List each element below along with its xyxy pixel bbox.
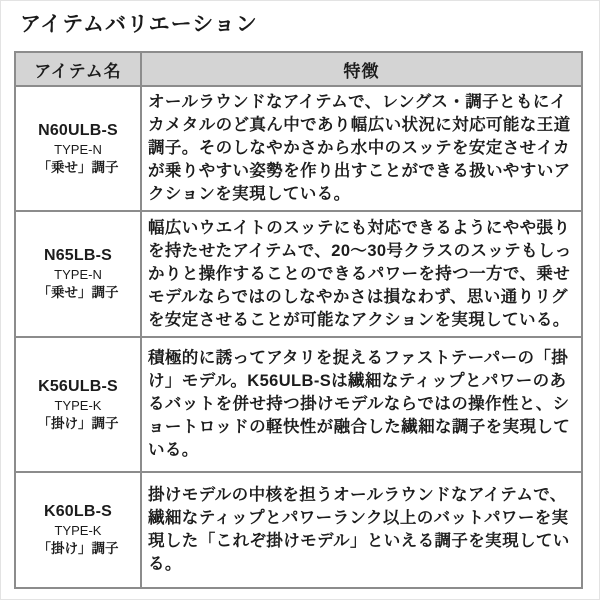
model-action-style: 「掛け」調子: [37, 415, 119, 431]
feature-cell: 積極的に誘ってアタリを捉えるファストテーパーの「掛け」モデル。K56ULB-Sは繊細なティップとパワーのあるバットを併せ持つ掛けモデルならではの操作性と、ショートロッドの軽快性が融合した繊細な調子を実現している。: [141, 337, 582, 472]
item-name-cell: [15, 211, 141, 337]
model-name: N65LB-S: [43, 247, 113, 264]
page-title: アイテムバリエーション: [20, 13, 258, 36]
table-header-row: [15, 52, 582, 86]
model-type: TYPE-K: [54, 397, 102, 413]
model-action-style: 「乗せ」調子: [37, 159, 119, 175]
model-name: K56ULB-S: [38, 377, 118, 395]
model-name: K60LB-S: [43, 503, 113, 520]
table-row: [15, 86, 582, 211]
model-type: TYPE-K: [54, 523, 102, 538]
column-header-feature: 特徴: [141, 52, 582, 86]
feature-cell: 掛けモデルの中核を担うオールラウンドなアイテムで、繊細なティップとパワーランク以上のバットパワーを実現した「これぞ掛けモデル」といえる調子を実現している。: [141, 472, 582, 588]
item-name-cell: [15, 472, 141, 588]
model-action-style: 「掛け」調子: [37, 541, 119, 556]
table-row: [15, 337, 582, 472]
model-name: N60ULB-S: [38, 121, 118, 139]
feature-cell: オールラウンドなアイテムで、レングス・調子ともにイカメタルのど真ん中であり幅広い状況に対応可能な王道調子。そのしなやかさから水中のスッテを安定させイカが乗りやすい姿勢を作り出すことができる扱いやすいアクションを実現している。: [141, 86, 582, 211]
table-row: [15, 472, 582, 588]
model-type: TYPE-N: [54, 141, 102, 157]
item-name-cell: [15, 337, 141, 472]
table-row: [15, 211, 582, 337]
item-name-cell: [15, 86, 141, 211]
item-variation-table: [14, 51, 583, 589]
model-type: TYPE-N: [54, 267, 102, 282]
column-header-item-name: アイテム名: [15, 52, 141, 86]
model-action-style: 「乗せ」調子: [37, 285, 119, 300]
feature-cell: 幅広いウエイトのスッテにも対応できるようにやや張りを持たせたアイテムで、20〜30号クラスのスッテもしっかりと操作することのできるパワーを持つ一方で、乗せモデルならではのしなやかさは損なわず、思い通りリグを安定させることが可能なアクションを実現している。: [141, 211, 582, 337]
